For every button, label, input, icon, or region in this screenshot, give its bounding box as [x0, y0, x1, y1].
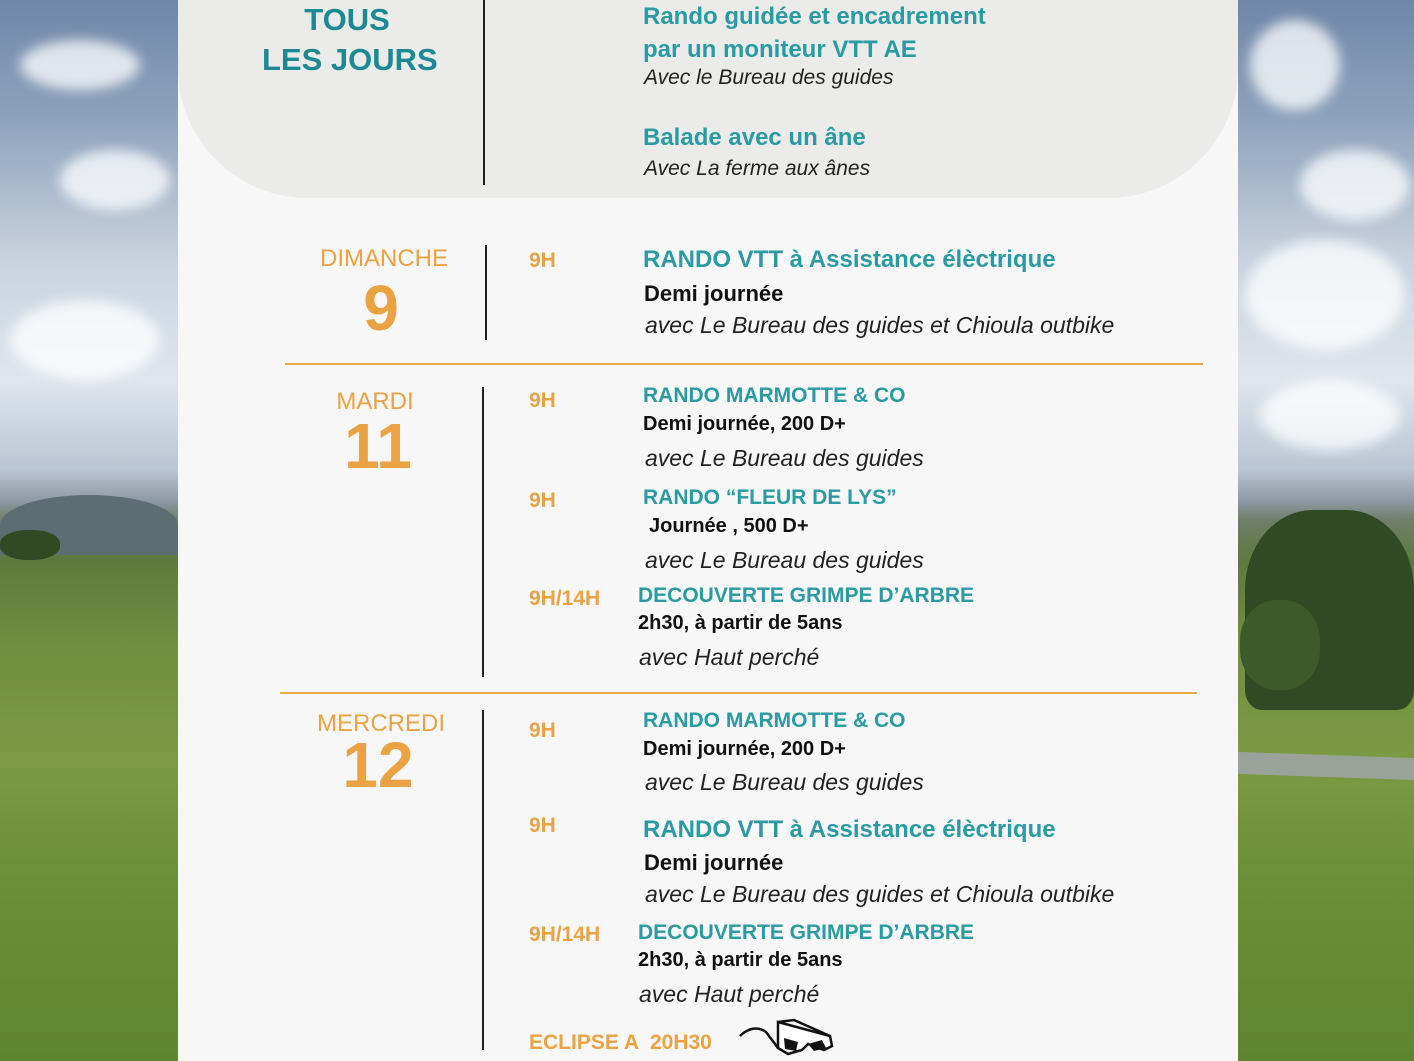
event-provider: avec Le Bureau des guides — [645, 547, 924, 573]
day-separator — [280, 692, 1197, 694]
event-detail: Journée , 500 D+ — [649, 515, 809, 537]
event-title: DECOUVERTE GRIMPE D’ARBRE — [638, 921, 975, 944]
cloud — [1245, 240, 1405, 350]
cloud — [1250, 20, 1340, 110]
activity-title: Balade avec un âne — [643, 124, 866, 151]
event-detail: Demi journée, 200 D+ — [643, 738, 846, 760]
event-provider: avec Le Bureau des guides — [645, 445, 924, 471]
event-title: RANDO “FLEUR DE LYS” — [643, 486, 897, 509]
day-divider — [485, 245, 487, 340]
day-name: DIMANCHE — [319, 245, 448, 272]
activity-title: Rando guidée et encadrement par un moniteur VTT AE — [643, 3, 986, 63]
event-title: DECOUVERTE GRIMPE D’ARBRE — [638, 584, 975, 607]
event-time: 9H — [529, 489, 556, 512]
eclipse-glasses-icon — [738, 1018, 836, 1061]
day-divider — [482, 387, 484, 677]
eclipse-label: ECLIPSE A 20H30 — [529, 1031, 712, 1054]
cloud — [10, 300, 160, 380]
header-divider — [483, 0, 485, 185]
event-time: 9H/14H — [529, 923, 601, 946]
day-divider — [482, 710, 484, 1050]
event-title: RANDO VTT à Assistance élèctrique — [643, 246, 1056, 273]
day-separator — [285, 363, 1203, 365]
day-number: 11 — [344, 410, 412, 482]
event-title: RANDO MARMOTTE & CO — [643, 709, 906, 732]
event-time: 9H — [529, 719, 556, 742]
activity-provider: Avec La ferme aux ânes — [644, 157, 871, 180]
cloud — [1300, 150, 1410, 220]
event-provider: avec Haut perché — [639, 981, 820, 1007]
activity-provider: Avec le Bureau des guides — [644, 66, 894, 89]
event-provider: avec Le Bureau des guides — [645, 769, 924, 795]
day-number: 9 — [363, 272, 399, 344]
event-detail: 2h30, à partir de 5ans — [638, 949, 843, 971]
event-detail: 2h30, à partir de 5ans — [638, 612, 843, 634]
event-time: 9H — [529, 814, 556, 837]
event-detail: Demi journée, 200 D+ — [643, 413, 846, 435]
cloud — [20, 40, 140, 90]
event-provider: avec Le Bureau des guides et Chioula outbike — [645, 312, 1115, 338]
event-time: 9H/14H — [529, 587, 601, 610]
event-title: RANDO MARMOTTE & CO — [643, 384, 906, 407]
day-number: 12 — [342, 729, 414, 801]
day-name: MARDI — [336, 388, 414, 415]
event-time: 9H — [529, 249, 556, 272]
event-title: RANDO VTT à Assistance élèctrique — [643, 816, 1056, 843]
event-time: 9H — [529, 389, 556, 412]
tree — [0, 530, 60, 560]
day-name: MERCREDI — [316, 710, 445, 737]
event-detail: Demi journée — [644, 281, 784, 306]
event-provider: avec Le Bureau des guides et Chioula outbike — [645, 881, 1115, 907]
event-provider: avec Haut perché — [639, 644, 820, 670]
every-day-heading: TOUS LES JOURS — [262, 2, 438, 77]
event-detail: Demi journée — [644, 850, 784, 875]
cloud — [60, 150, 170, 210]
cloud — [1260, 380, 1400, 450]
tree — [1240, 600, 1320, 690]
